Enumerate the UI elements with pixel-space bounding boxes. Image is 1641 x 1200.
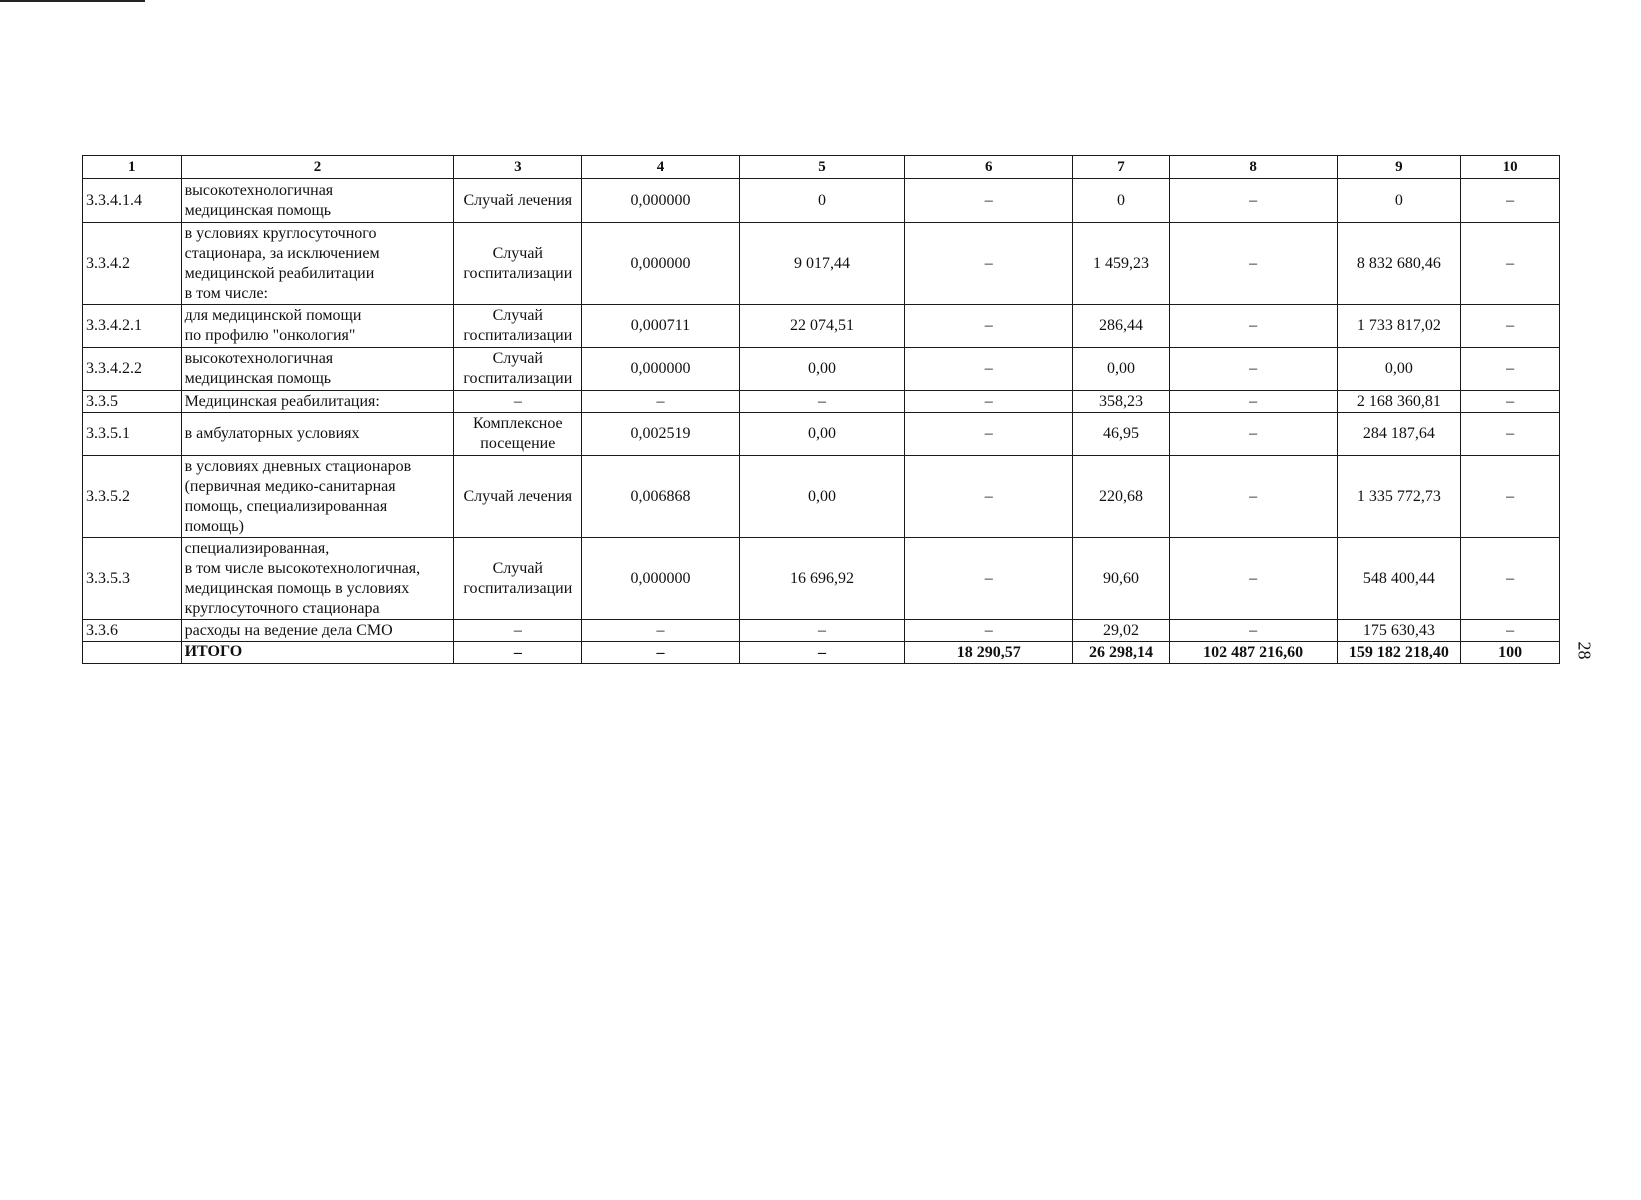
row-col9: 548 400,44: [1337, 538, 1461, 620]
row-col9: 2 168 360,81: [1337, 391, 1461, 413]
row-col9: 284 187,64: [1337, 413, 1461, 456]
row-col7: 46,95: [1073, 413, 1170, 456]
total-col9: 159 182 218,40: [1337, 642, 1461, 664]
row-code: 3.3.4.2.2: [83, 348, 182, 391]
header-cell-1: 1: [83, 156, 182, 179]
table-row: [83, 179, 1560, 223]
header-cell-9: 9: [1337, 156, 1461, 179]
row-code: 3.3.5.1: [83, 413, 182, 456]
total-row: [83, 642, 1560, 664]
row-col7: 29,02: [1073, 620, 1170, 642]
table-row: [83, 348, 1560, 391]
row-col8: –: [1169, 391, 1337, 413]
table-row: [83, 620, 1560, 642]
row-col5: –: [739, 620, 905, 642]
row-name: расходы на ведение дела СМО: [181, 620, 454, 642]
row-col10: –: [1461, 223, 1560, 305]
row-col9: 0: [1337, 179, 1461, 223]
total-col5: –: [739, 642, 905, 664]
header-cell-2: 2: [181, 156, 454, 179]
row-col4: –: [582, 620, 739, 642]
header-cell-8: 8: [1169, 156, 1337, 179]
row-col8: –: [1169, 348, 1337, 391]
row-col4: 0,002519: [582, 413, 739, 456]
row-col6: –: [905, 538, 1073, 620]
row-unit: Случай госпитализации: [454, 348, 582, 391]
row-col10: –: [1461, 179, 1560, 223]
row-col10: –: [1461, 620, 1560, 642]
row-col7: 1 459,23: [1073, 223, 1170, 305]
row-code: 3.3.4.1.4: [83, 179, 182, 223]
header-cell-7: 7: [1073, 156, 1170, 179]
table-row: [83, 413, 1560, 456]
row-code: 3.3.6: [83, 620, 182, 642]
total-col10: 100: [1461, 642, 1560, 664]
row-col8: –: [1169, 538, 1337, 620]
row-col10: –: [1461, 305, 1560, 348]
row-col6: –: [905, 391, 1073, 413]
row-col5: 0: [739, 179, 905, 223]
header-cell-6: 6: [905, 156, 1073, 179]
row-unit: Случай лечения: [454, 179, 582, 223]
header-cell-10: 10: [1461, 156, 1560, 179]
row-col4: 0,000000: [582, 348, 739, 391]
row-col5: 0,00: [739, 413, 905, 456]
row-col10: –: [1461, 413, 1560, 456]
row-name: специализированная, в том числе высокотехнологичная, медицинская помощь в условиях круглосуточного стационара: [181, 538, 454, 620]
header-row: [83, 156, 1560, 179]
row-col10: –: [1461, 538, 1560, 620]
row-col8: –: [1169, 179, 1337, 223]
header-cell-4: 4: [582, 156, 739, 179]
total-code: [83, 642, 182, 664]
row-col5: –: [739, 391, 905, 413]
page-number: 28: [1574, 641, 1595, 660]
row-unit: –: [454, 620, 582, 642]
row-name: Медицинская реабилитация:: [181, 391, 454, 413]
row-name: в условиях дневных стационаров (первичная медико-санитарная помощь, специализированная помощь): [181, 456, 454, 538]
row-unit: –: [454, 391, 582, 413]
row-col6: –: [905, 305, 1073, 348]
row-col7: 90,60: [1073, 538, 1170, 620]
row-col7: 220,68: [1073, 456, 1170, 538]
tariff-table: [82, 155, 1560, 664]
total-col8: 102 487 216,60: [1169, 642, 1337, 664]
row-col7: 0: [1073, 179, 1170, 223]
row-col4: 0,000000: [582, 179, 739, 223]
row-unit: Случай госпитализации: [454, 538, 582, 620]
row-col10: –: [1461, 348, 1560, 391]
header-cell-5: 5: [739, 156, 905, 179]
scan-edge-line: [0, 0, 145, 2]
total-col7: 26 298,14: [1073, 642, 1170, 664]
row-col6: –: [905, 413, 1073, 456]
row-name: в амбулаторных условиях: [181, 413, 454, 456]
row-code: 3.3.5.3: [83, 538, 182, 620]
row-col9: 1 335 772,73: [1337, 456, 1461, 538]
table-row: [83, 538, 1560, 620]
row-col7: 0,00: [1073, 348, 1170, 391]
row-col4: 0,000000: [582, 223, 739, 305]
total-label: ИТОГО: [181, 642, 454, 664]
row-code: 3.3.4.2: [83, 223, 182, 305]
row-col8: –: [1169, 413, 1337, 456]
table-row: [83, 391, 1560, 413]
row-name: в условиях круглосуточного стационара, за исключением медицинской реабилитации в том числе:: [181, 223, 454, 305]
row-code: 3.3.5: [83, 391, 182, 413]
row-col7: 358,23: [1073, 391, 1170, 413]
row-col10: –: [1461, 391, 1560, 413]
row-unit: Случай госпитализации: [454, 223, 582, 305]
row-col4: 0,000000: [582, 538, 739, 620]
total-col6: 18 290,57: [905, 642, 1073, 664]
row-col6: –: [905, 179, 1073, 223]
row-col10: –: [1461, 456, 1560, 538]
header-cell-3: 3: [454, 156, 582, 179]
row-unit: Случай госпитализации: [454, 305, 582, 348]
row-col5: 16 696,92: [739, 538, 905, 620]
row-col8: –: [1169, 456, 1337, 538]
row-col8: –: [1169, 620, 1337, 642]
row-col7: 286,44: [1073, 305, 1170, 348]
row-col4: –: [582, 391, 739, 413]
row-col5: 9 017,44: [739, 223, 905, 305]
table-row: [83, 223, 1560, 305]
row-col9: 8 832 680,46: [1337, 223, 1461, 305]
row-name: высокотехнологичная медицинская помощь: [181, 179, 454, 223]
row-col6: –: [905, 348, 1073, 391]
table-row: [83, 305, 1560, 348]
row-col4: 0,006868: [582, 456, 739, 538]
row-unit: Случай лечения: [454, 456, 582, 538]
row-unit: Комплексное посещение: [454, 413, 582, 456]
table-row: [83, 456, 1560, 538]
row-name: для медицинской помощи по профилю "онкология": [181, 305, 454, 348]
row-col8: –: [1169, 223, 1337, 305]
row-code: 3.3.4.2.1: [83, 305, 182, 348]
row-col9: 0,00: [1337, 348, 1461, 391]
row-col8: –: [1169, 305, 1337, 348]
row-col5: 0,00: [739, 348, 905, 391]
row-name: высокотехнологичная медицинская помощь: [181, 348, 454, 391]
row-col6: –: [905, 223, 1073, 305]
row-code: 3.3.5.2: [83, 456, 182, 538]
total-col4: –: [582, 642, 739, 664]
row-col6: –: [905, 620, 1073, 642]
row-col9: 1 733 817,02: [1337, 305, 1461, 348]
row-col5: 22 074,51: [739, 305, 905, 348]
total-unit: –: [454, 642, 582, 664]
row-col9: 175 630,43: [1337, 620, 1461, 642]
row-col4: 0,000711: [582, 305, 739, 348]
row-col5: 0,00: [739, 456, 905, 538]
row-col6: –: [905, 456, 1073, 538]
